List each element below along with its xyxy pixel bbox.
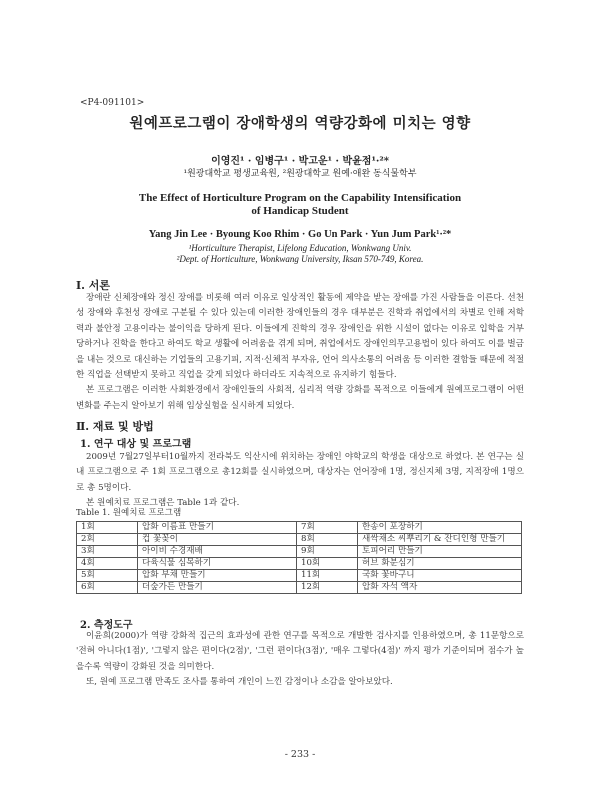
session-number-cell: 4회 <box>77 558 138 570</box>
section-methods-title: Ⅱ. 재료 및 방법 <box>76 420 154 433</box>
session-number-cell: 1회 <box>77 522 138 534</box>
table-row <box>77 558 522 570</box>
table-row <box>77 534 522 546</box>
intro-paragraph-2: 본 프로그램은 이러한 사회환경에서 장애인들의 사회적, 심리적 역량 강화를 목적으로 이들에게 원예프로그램이 어떤 변화를 주는지 알아보기 위해 임상실험을 실시하게 되었다. <box>76 385 524 411</box>
methods-paragraph-2: 본 원예치료 프로그램은 Table 1과 같다. <box>86 498 240 509</box>
english-affiliation-line1: ¹Horticulture Therapist, Lifelong Education, Wonkwang Univ. <box>188 243 412 253</box>
english-affiliation-line2: ²Dept. of Horticulture, Wonkwang University, Iksan 570-749, Korea. <box>176 254 424 264</box>
table-row <box>77 570 522 582</box>
english-title <box>0 192 600 218</box>
session-number-cell: 5회 <box>77 570 138 582</box>
subsection-subjects-title: 1. 연구 대상 및 프로그램 <box>80 439 192 450</box>
section-intro-title: Ⅰ. 서론 <box>76 279 111 292</box>
page-number: - 233 - <box>284 749 316 760</box>
session-number-cell: 2회 <box>77 534 138 546</box>
session-number-cell: 10회 <box>297 558 358 570</box>
activity-cell: 컵 꽃꽂이 <box>138 534 297 546</box>
activity-cell: 토피어리 만들기 <box>358 546 522 558</box>
korean-title: 원예프로그램이 장애학생의 역량강화에 미치는 영향 <box>129 115 471 132</box>
session-number-cell: 9회 <box>297 546 358 558</box>
activity-cell: 압화 이름표 만들기 <box>138 522 297 534</box>
table-row <box>77 522 522 534</box>
session-number-cell: 3회 <box>77 546 138 558</box>
session-number-cell: 8회 <box>297 534 358 546</box>
section-intro-body <box>76 291 524 414</box>
english-title-line2: of Handicap Student <box>251 205 349 217</box>
activity-cell: 허브 화분심기 <box>358 558 522 570</box>
methods-body <box>76 450 524 512</box>
activity-cell: 다육식물 심목하기 <box>138 558 297 570</box>
measure-paragraph-2: 또, 원예 프로그램 만족도 조사를 통하여 개인이 느낀 감정이나 소감을 알아보았다. <box>86 677 393 688</box>
table-caption: Table 1. 원예치료 프로그램 <box>76 508 182 518</box>
session-number-cell: 7회 <box>297 522 358 534</box>
table-row <box>77 582 522 594</box>
measure-paragraph-1: 이윤희(2000)가 역량 강화적 집근의 효과성에 관한 연구를 목적으로 개발한 검사지를 인용하였으며, 총 11문항으로 '전혀 아니다(1점)', '그렇지 않은 편이다(2점)', '그런 편이다(3점)', '매우 그렇다(4점)' 까지 평가 기준이되며 점수가 높을수록 역량이 강화된 것을 의미한다. <box>76 631 524 672</box>
english-title-line1: The Effect of Horticulture Program on the Capability Intensification <box>138 192 462 204</box>
activity-cell: 국화 꽃바구니 <box>358 570 522 582</box>
session-number-cell: 12회 <box>297 582 358 594</box>
korean-affiliation: ¹원광대학교 평생교육원, ²원광대학교 원예·애완 동식물학부 <box>183 169 417 179</box>
intro-paragraph-1: 장애란 신체장애와 정신 장애를 비롯해 여러 이유로 일상적인 활동에 제약을 받는 장애를 가진 사람들을 이른다. 선천성 장애와 후천성 장애로 구분될 수 있다 있는데 이러한 장애인들의 경우 대부분은 진학과 취업에서의 차별로 인해 저학력과 불안정 고용이라는 불이익을 당하게 된다. 이들에게 진학의 경우 장애인을 위한 시설이 없다는 이유로 입학을 거부당하거나 진학을 한다고 하여도 학교 생활에 어려움을 겪게 되며, 취업에서도 장애인의무고용법이 있다 하여도 이를 벌금을 내는 것으로 대신하는 기업들의 고용기피, 지적·신체적 부자유, 언어 의사소통의 어려움 등 이러한 결함들 때문에 적절한 직업을 선택받지 못하고 직업을 갖게 되었다 하더라도 지속적으로 유지하기 힘들다. <box>76 293 524 381</box>
session-number-cell: 11회 <box>297 570 358 582</box>
activity-cell: 압화 부채 만들기 <box>138 570 297 582</box>
methods-paragraph-1: 2009년 7월27일부터10월까지 전라북도 익산시에 위치하는 장애인 야학교의 학생을 대상으로 하였다. 본 연구는 실내 프로그램으로 주 1회 프로그램으로 총12회를 실시하였으며, 대상자는 언어장애 1명, 정신지체 3명, 지적장애 1명으로 총 5명이다. <box>76 452 524 493</box>
paper-code: <P4-091101> <box>80 98 145 108</box>
activity-cell: 더숲가든 만들기 <box>138 582 297 594</box>
session-number-cell: 6회 <box>77 582 138 594</box>
english-authors: Yang Jin Lee · Byoung Koo Rhim · Go Un Park · Yun Jum Park¹·²* <box>148 229 452 240</box>
activity-cell: 압화 자석 액자 <box>358 582 522 594</box>
measure-body <box>76 629 524 691</box>
table-row <box>77 546 522 558</box>
subsection-measure-title: 2. 측정도구 <box>80 620 133 631</box>
program-table <box>76 521 522 594</box>
activity-cell: 아이비 수경재배 <box>138 546 297 558</box>
korean-authors: 이영진¹ · 임병구¹ · 박고운¹ · 박윤점¹·²* <box>211 156 389 167</box>
activity-cell: 한송이 포장하기 <box>358 522 522 534</box>
activity-cell: 새싹채소 씨뿌리기 & 잔디인형 만들기 <box>358 534 522 546</box>
